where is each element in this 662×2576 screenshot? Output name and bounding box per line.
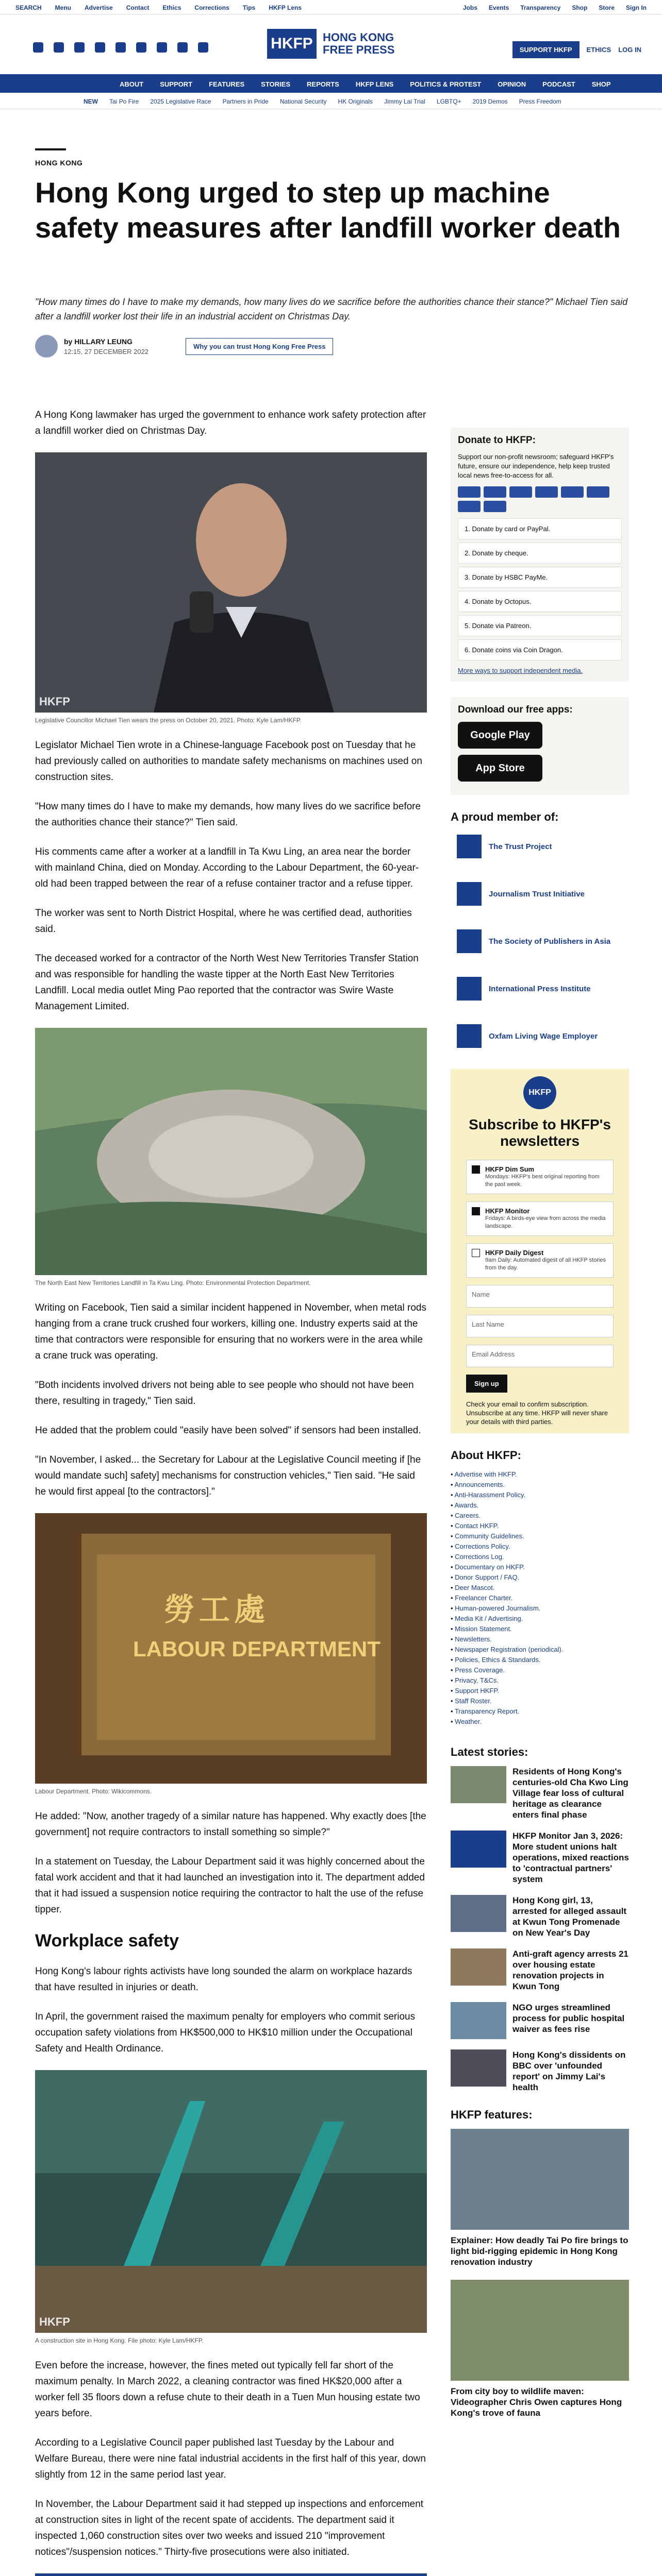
member-org-name: The Society of Publishers in Asia [489,937,611,946]
sign-chinese: 勞工處 [164,1592,269,1627]
option-text [485,1249,608,1272]
bank-icon [561,486,584,498]
support-hkfp-button[interactable]: SUPPORT HKFP [512,41,580,58]
visa-icon [484,486,506,498]
story-thumbnail [451,1766,506,1803]
member-org-name: The Trust Project [489,842,552,851]
newsletter-option[interactable] [466,1160,614,1194]
nav-lens[interactable]: HKFP LENS [355,80,394,88]
nav-politics[interactable]: POLITICS & PROTEST [410,80,482,88]
top-utility-bar [0,0,662,14]
checkbox-unchecked[interactable] [472,1249,480,1257]
x-icon[interactable] [54,42,64,53]
story-title[interactable]: HKFP Monitor Jan 3, 2026: More student unions halt operations, mixed reactions to 'contractual partners' system [512,1831,629,1884]
checkbox-checked[interactable] [472,1165,480,1174]
facebook-icon[interactable] [33,42,43,53]
payment-methods [458,486,622,512]
site-logo[interactable] [267,29,394,59]
paragraph: According to a Legislative Council paper published last Tuesday by the Labour and Welfare Bureau, there were nine fatal industrial accidents in the first half of this year, down slightly from 12 in the same period last year. [35,2437,426,2480]
donate-option[interactable]: 5. Donate via Patreon. [458,615,622,636]
option-title: HKFP Daily Digest [485,1249,544,1257]
about-title: About HKFP: [451,1449,521,1462]
paragraph: Hong Kong's labour rights activists have long sounded the alarm on workplace hazards that have resulted in injuries or death. [35,1966,412,1993]
story-title[interactable]: Residents of Hong Kong's centuries-old Cha Kwo Ling Village fear loss of cultural heritage as clearance enters final phase [512,1767,628,1820]
donate-title: Donate to HKFP: [458,435,536,446]
ethics-button[interactable]: ETHICS [586,46,611,54]
photo-caption: The North East New Territories Landfill in Ta Kwu Ling. Photo: Environmental Protection Department. [35,1279,311,1286]
member-org[interactable] [457,974,629,1003]
member-org[interactable] [457,832,629,861]
subnav-item[interactable]: Press Freedom [519,98,561,105]
feature-image[interactable] [451,2280,629,2381]
photo-labour-department [35,1513,427,1784]
lens-link[interactable]: HKFP Lens [269,4,302,11]
feature-image[interactable] [451,2129,629,2230]
paragraph: "In November, I asked... the Secretary for Labour at the Legislative Council meeting if [he would mandate such] safety] mechanisms for construction vehicles," Tien said. "He said he would first appeal [to the contractors]." [35,1454,421,1497]
newsletter-disclaimer: Check your email to confirm subscription. Unsubscribe at any time. HKFP will never share your details with third parties. [466,1400,608,1426]
last-name-field[interactable]: Last Name [466,1315,614,1337]
subnav-item[interactable]: Jimmy Lai Trial [384,98,425,105]
amex-icon [509,486,532,498]
about-link[interactable]: • Deer Mascot. [451,1583,629,1593]
top-right-links [463,4,647,11]
about-link[interactable]: • Press Coverage. [451,1665,629,1675]
contact-link[interactable]: Contact [126,4,150,11]
photo-caption: Labour Department. Photo: Wikicommons. [35,1788,152,1795]
about-link[interactable]: • Transparency Report. [451,1706,629,1717]
article-headline: Hong Kong urged to step up machine safety measures after landfill worker death [35,176,621,244]
paragraph: "How many times do I have to make my demands, how many lives do we sacrifice before the authorities chance their stance?" Tien said. [35,801,421,828]
author-avatar [35,335,58,358]
social-icons [33,42,208,53]
patreon-icon [484,501,506,512]
photo-caption: Legislative Councillor Michael Tien wears the press on October 20, 2021. Photo: Kyle Lam/HKFP. [35,717,302,724]
option-title: HKFP Dim Sum [485,1165,535,1173]
subnav-item[interactable]: National Security [279,98,327,105]
paragraph: The worker was sent to North District Hospital, where he was certified dead, authorities said. [35,908,412,935]
subnav-item[interactable]: LGBTQ+ [436,98,461,105]
about-link[interactable]: • Staff Roster. [451,1696,629,1706]
story-item[interactable] [451,1831,629,1885]
paragraph: In April, the government raised the maximum penalty for employers who commit serious occupation safety violations from HK$500,000 to HK$10 million under the Occupational Safety and Health Ordinance. [35,2011,416,2054]
about-link[interactable]: • Mission Statement. [451,1624,629,1634]
paragraph: The deceased worked for a contractor of the North West New Territories Transfer Station and was responsible for handling the waste tipper at the North East New Territories Landfill. Local media outlet Ming Pao reported that the contractor was Swire Waste Management Limited. [35,953,419,1012]
about-link[interactable]: • Policies, Ethics & Standards. [451,1655,629,1665]
story-item[interactable] [451,1895,629,1938]
story-thumbnail [451,1895,506,1932]
about-link[interactable]: • Contact HKFP. [451,1521,629,1531]
story-item[interactable] [451,2002,629,2039]
about-link[interactable]: • Media Kit / Advertising. [451,1614,629,1624]
subnav-item[interactable]: 2025 Legislative Race [150,98,211,105]
category-kicker[interactable]: HONG KONG [35,159,83,167]
about-link[interactable]: • Freelancer Charter. [451,1593,629,1603]
youtube-icon[interactable] [136,42,146,53]
name-field[interactable]: Name [466,1285,614,1308]
about-section [451,1449,629,1727]
logo-mark: HKFP [267,29,317,59]
feature-title[interactable]: From city boy to wildlife maven: Videographer Chris Owen captures Hong Kong's trove of fauna [451,2386,622,2418]
mastercard-icon [458,486,481,498]
option-desc: Fridays: A birds-eye view from across the media landscape. [485,1215,606,1229]
paragraph: A Hong Kong lawmaker has urged the government to enhance work safety protection after a landfill worker died on Christmas Day. [35,410,426,436]
main-nav [0,74,662,93]
about-link[interactable]: • Awards. [451,1500,629,1511]
telegram-icon[interactable] [177,42,188,53]
member-org-name: International Press Institute [489,984,591,993]
transparency-link[interactable]: Transparency [520,4,561,11]
ipi-logo [457,977,482,1001]
octopus-icon [458,501,481,512]
about-link[interactable]: • Careers. [451,1511,629,1521]
story-thumbnail [451,2049,506,2087]
linkedin-icon[interactable] [157,42,167,53]
member-of-section [451,810,629,1050]
sub-nav-items [84,98,561,105]
member-benefits-ad[interactable] [35,2573,427,2576]
member-org-name: Oxfam Living Wage Employer [489,1031,598,1041]
tips-link[interactable]: Tips [242,4,256,11]
latest-stories [451,1745,629,2093]
subnav-item[interactable]: Tai Po Fire [109,98,139,105]
sign-english: LABOUR DEPARTMENT [133,1637,380,1661]
story-item[interactable] [451,1766,629,1820]
hkfp-watermark: HKFP [39,2315,70,2328]
payme-icon [587,486,609,498]
about-link[interactable]: • Weather. [451,1717,629,1727]
paragraph: His comments came after a worker at a landfill in Ta Kwu Ling, an area near the border with mainland China, died on Monday. According to the Labour Department, the 60-year-old had been trapped between the rear of a refuse container tractor and a refuse tipper. [35,846,419,889]
option-desc: 9am Daily: Automated digest of all HKFP stories from the day. [485,1257,606,1271]
paragraph: Even before the increase, however, the fines meted out typically fell far short of the maximum penalty. In March 2022, a cleaning contractor was fined HK$20,000 after a worker fell 35 floors down a refuse chute to their death in a Tuen Mun housing estate two years before. [35,2360,420,2419]
subnav-item[interactable]: Partners in Pride [222,98,269,105]
member-org[interactable] [457,879,629,908]
events-link[interactable]: Events [488,4,509,11]
paragraph: In a statement on Tuesday, the Labour Department said it was highly concerned about the fatal work accident and that it had launched an investigation into it. The department added that it had issued a suspension notice requiring the contractor to halt the use of the refuse tipper. [35,1856,425,1915]
about-link[interactable]: • Newsletters. [451,1634,629,1645]
advertise-link[interactable]: Advertise [85,4,113,11]
member-org[interactable] [457,1022,629,1050]
member-org-name: Journalism Trust Initiative [489,889,585,899]
option-text [485,1207,608,1230]
newsletter-option[interactable] [466,1201,614,1236]
top-links [15,4,302,11]
hkfp-features [451,2108,629,2418]
login-button[interactable]: LOG IN [618,46,641,54]
main-nav-items [120,80,611,88]
latest-stories-title: Latest stories: [451,1745,528,1758]
about-link[interactable]: • Donor Support / FAQ. [451,1572,629,1583]
story-item[interactable] [451,2049,629,2093]
paragraph: "Both incidents involved drivers not being able to see people who should not have been there, resulting in tragedy," Tien said. [35,1380,414,1406]
threads-icon[interactable] [115,42,126,53]
paragraph: He added that the problem could "easily have been solved" if sensors had been installed. [35,1425,421,1436]
features-title: HKFP features: [451,2108,533,2121]
nav-reports[interactable]: REPORTS [307,80,339,88]
menu-link[interactable]: Menu [55,4,72,11]
paypal-icon [535,486,558,498]
photo-michael-tien [35,452,427,713]
logo-text [323,31,394,56]
donate-option[interactable]: 4. Donate by Octopus. [458,591,622,612]
paragraph: Writing on Facebook, Tien said a similar incident happened in November, when metal rods hanging from a crane truck crushed four workers, killing one. Industry experts said at the time that contractors were responsible for ensuring that no workers were in the area while a crane truck was operating. [35,1302,426,1361]
nav-features[interactable]: FEATURES [209,80,245,88]
sub-nav [0,93,662,109]
member-org[interactable] [457,927,629,956]
oxfam-logo [457,1024,482,1048]
publish-date: 12:15, 27 DECEMBER 2022 [64,347,149,355]
shop-link[interactable]: Shop [572,4,588,11]
headline-rule [35,148,66,150]
about-link[interactable]: • Announcements. [451,1480,629,1490]
photo-landfill [35,1028,427,1275]
store-link[interactable]: Store [599,4,615,11]
byline [35,335,333,358]
donate-option[interactable]: 3. Donate by HSBC PayMe. [458,567,622,588]
option-title: HKFP Monitor [485,1207,530,1215]
apps-title: Download our free apps: [458,704,573,715]
header-actions [512,41,641,58]
story-title[interactable]: Anti-graft agency arrests 21 over housing estate renovation projects in Kwun Tong [512,1949,628,1991]
instagram-icon[interactable] [95,42,105,53]
more-ways-link[interactable]: More ways to support independent media. [458,667,583,674]
donate-option[interactable]: 1. Donate by card or PayPal. [458,518,622,539]
bluesky-icon[interactable] [74,42,85,53]
feature-title[interactable]: Explainer: How deadly Tai Po fire brings to light bid-rigging epidemic in Hong Kong renovation industry [451,2235,628,2267]
story-thumbnail [451,2002,506,2039]
hkfp-watermark: HKFP [39,695,70,708]
donate-option[interactable]: 6. Donate coins via Coin Dragon. [458,639,622,660]
story-item[interactable] [451,1948,629,1992]
story-title[interactable]: Hong Kong's dissidents on BBC over 'unfounded report' on Jimmy Lai's health [512,2050,626,2092]
story-thumbnail [451,1948,506,1986]
donate-box [451,428,629,682]
nav-shop[interactable]: SHOP [591,80,611,88]
story-title[interactable]: NGO urges streamlined process for public hospital waiver as fees rise [512,2003,625,2034]
about-link[interactable]: • Corrections Log. [451,1552,629,1562]
google-play-badge[interactable]: Google Play [458,722,542,749]
newsletter-logo: HKFP [523,1076,556,1109]
masthead [0,14,662,74]
newsletter-box [451,1069,629,1433]
subnav-item[interactable]: 2019 Demos [472,98,508,105]
byline-text [64,337,148,355]
app-store-badge[interactable]: App Store [458,755,542,782]
photo-caption: A construction site in Hong Kong. File photo: Kyle Lam/HKFP. [35,2337,204,2344]
about-link[interactable]: • Newspaper Registration (periodical). [451,1645,629,1655]
sidebar [451,428,629,2431]
about-link[interactable]: • Human-powered Journalism. [451,1603,629,1614]
about-list [451,1469,629,1727]
about-link[interactable]: • Documentary on HKFP. [451,1562,629,1572]
sopa-logo [457,929,482,953]
option-desc: Mondays: HKFP's best original reporting from the past week. [485,1174,600,1188]
sign-in-link[interactable]: Sign In [626,4,647,11]
photo-landfill-image [35,1028,427,1275]
sign-up-button[interactable]: Sign up [466,1375,507,1393]
about-link[interactable]: • Anti-Harassment Policy. [451,1490,629,1500]
nav-support[interactable]: SUPPORT [160,80,193,88]
author-name[interactable]: by HILLARY LEUNG [64,337,133,346]
nav-about[interactable]: ABOUT [120,80,144,88]
search-link[interactable]: SEARCH [15,4,42,11]
email-field[interactable]: Email Address [466,1345,614,1367]
donate-text: Support our non-profit newsroom; safeguard HKFP's future, ensure our independence, help keep trusted local news free-to-access for all. [458,453,614,479]
ethics-link[interactable]: Ethics [162,4,181,11]
checkbox-checked[interactable] [472,1207,480,1215]
about-link[interactable]: • Community Guidelines. [451,1531,629,1541]
subnav-item[interactable]: HK Originals [338,98,373,105]
apps-box [451,697,629,795]
photo-construction-image [35,2070,427,2333]
nav-opinion[interactable]: OPINION [498,80,526,88]
story-title[interactable]: Hong Kong girl, 13, arrested for alleged assault at Kwun Tong Promenade on New Year's Day [512,1895,627,1938]
paragraph: Legislator Michael Tien wrote in a Chinese-language Facebook post on Tuesday that he had previously called on authorities to mandate safety mechanisms on machines used on construction sites. [35,740,422,783]
section-heading: Workplace safety [35,1931,179,1951]
corrections-link[interactable]: Corrections [194,4,229,11]
logo-line-1: HONG KONG [323,31,394,44]
newsletter-option[interactable] [466,1243,614,1278]
trust-project-logo [457,835,482,858]
donate-option[interactable]: 2. Donate by cheque. [458,543,622,564]
jobs-link[interactable]: Jobs [462,4,477,11]
about-link[interactable]: • Advertise with HKFP. [451,1469,629,1480]
nav-stories[interactable]: STORIES [261,80,291,88]
nav-podcast[interactable]: PODCAST [542,80,575,88]
why-trust-button[interactable]: Why you can trust Hong Kong Free Press [186,338,333,355]
photo-michael-tien-image [35,452,427,713]
paragraph: He added: "Now, another tragedy of a similar nature has happened. Why exactly does [the government] not require contractors to install something so simple?" [35,1811,426,1838]
about-link[interactable]: • Support HKFP. [451,1686,629,1696]
newsletter-title: Subscribe to HKFP's newsletters [469,1116,611,1149]
story-thumbnail [451,1831,506,1868]
article-body [35,407,427,2576]
jti-logo [457,882,482,906]
about-link[interactable]: • Privacy, T&Cs. [451,1675,629,1686]
article-standfirst: "How many times do I have to make my demands, how many lives do we sacrifice before the authorities chance their stance?" Michael Tien said after a landfill worker lost their life in an industrial accident on Christmas Day. [35,297,628,321]
rss-icon[interactable] [198,42,208,53]
new-label: NEW [84,98,98,105]
about-link[interactable]: • Corrections Policy. [451,1541,629,1552]
photo-construction [35,2070,427,2333]
option-text [485,1165,608,1189]
logo-line-2: FREE PRESS [323,43,395,56]
paragraph: In November, the Labour Department said it had stepped up inspections and enforcement at construction sites in light of the recent spate of accidents. The department said it inspected 1,060 construction sites over two weeks and issued 210 "improvement notices"/suspension notices." Thirty-five prosecutions were also initiated. [35,2499,424,2557]
member-of-title: A proud member of: [451,810,559,823]
